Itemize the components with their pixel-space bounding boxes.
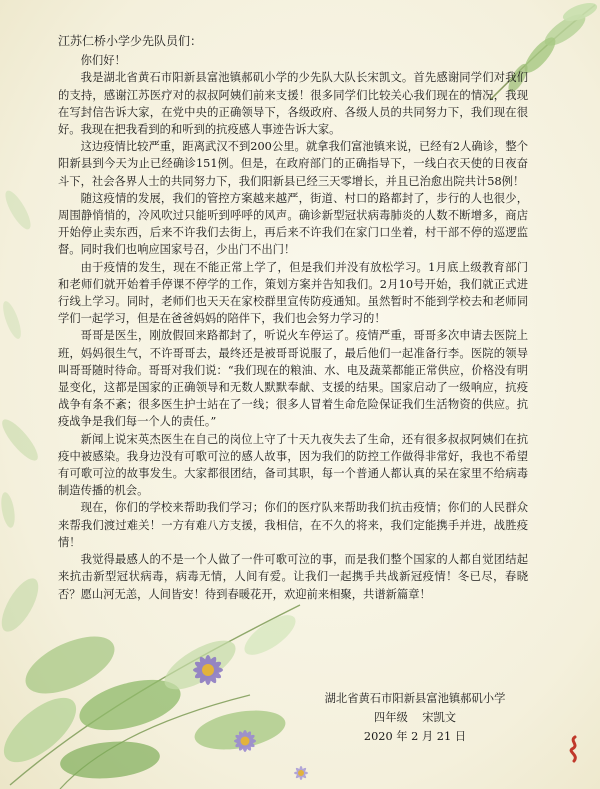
letter-salutation: 江苏仁桥小学少先队员们： <box>58 34 203 48</box>
signature-name: 宋凯文 <box>422 711 457 724</box>
signature-school: 湖北省黄石市阳新县富池镇郝矶小学 <box>324 692 506 705</box>
letter-paragraph: 我觉得最感人的不是一个人做了一件可歌可泣的事，而是我们整个国家的人都自觉团结起来抗击新型冠状病毒，病毒无情，人间有爱。让我们一起携手共战新冠疫情！冬已尽，春晓否？愿山河无恙，人间皆安！待到春暖花开，欢迎前来相聚，共谱新篇章！ <box>58 553 528 601</box>
signature-date: 2020 年 2 月 21 日 <box>363 730 467 743</box>
letter-paragraph: 现在，你们的学校来帮助我们学习；你们的医疗队来帮助我们抗击疫情；你们的人民群众来帮我们渡过难关！一方有难八方支援，我相信，在不久的将来，我们定能携手并进，战胜疫情！ <box>58 501 528 549</box>
signature-block <box>320 689 510 746</box>
aster-bud-icon <box>288 760 314 786</box>
letter-paragraph: 随这疫情的发展，我们的管控方案越来越严，街道、村口的路都封了，步行的人也很少，周围静悄悄的，冷风吹过只能听到呼呼的风声。确诊新型冠状病毒肺炎的人数不断增多，商店开始停止卖东西，后来不许我们去街上，再后来不许我们在家门口坐着，村干部不停的巡逻监督。同时我们也响应国家号召，少出门不出门！ <box>58 191 528 257</box>
aster-flower-icon <box>178 640 238 700</box>
letter-paragraph: 我是湖北省黄石市阳新县富池镇郝矶小学的少先队大队长宋凯文。首先感谢同学们对我们的支持，感谢江苏医疗对的叔叔阿姨们前来支援！很多同学们比较关心我们现在的情况，我现在写封信告诉大家，在党中央的正确领导下，各级政府、各级人员的共同努力下，我们现在很好。我现在把我看到的和听到的抗疫感人事迹告诉大家。 <box>58 71 528 137</box>
signature-grade: 四年级 <box>373 711 408 724</box>
leaf-sprig-left <box>0 170 60 550</box>
letter-body <box>58 33 528 603</box>
signature-grade-name <box>320 708 510 727</box>
letter-paragraph: 哥哥是医生，刚放假回来路都封了，听说火车停运了。疫情严重，哥哥多次申请去医院上班，妈妈很生气，不许哥哥去，最终还是被哥哥说服了，最后他们一起准备行李。医院的领导叫哥哥随时待命。哥哥对我们说：“我们现在的粮油、水、电及蔬菜都能正常供应，价格没有明显变化，这都是国家的正确领导和无数人默默奉献、支援的结果。国家启动了一级响应，抗疫战争有条不紊；很多医生护士站在了一线；很多人冒着生命危险保证我们生活物资的供应。抗疫战争是我们每一个人的责任。” <box>58 329 528 429</box>
letter-paragraph: 由于疫情的发生，现在不能正常上学了，但是我们并没有放松学习。1月底上级教育部门和老师们就开始着手停课不停学的工作，策划方案并告知我们。2月10号开始，我们就正式进行线上学习。同时，老师们也天天在家校群里宣传防疫通知。虽然暂时不能到学校去和老师同学们一起学习，但是在爸爸妈妈的陪伴下，我们也会努力学习的！ <box>58 260 528 326</box>
letter-paragraph: 这边疫情比较严重，距离武汉不到200公里。就拿我们富池镇来说，已经有2人确诊，整个阳新县到今天为止已经确诊151例。但是，在政府部门的正确指导下，一线白衣天使的日夜奋斗下，社会各界人士的共同努力下，我们阳新县已经三天零增长，并且已治愈出院共计58例！ <box>58 140 528 188</box>
letter-paragraph: 新闻上说宋英杰医生在自己的岗位上守了十天九夜失去了生命，还有很多叔叔阿姨们在抗疫中被感染。我身边没有可歌可泣的感人故事，因为我们的防控工作做得非常好，我也不希望有可歌可泣的故事发生。大家都很团结，备司其职，每一个普通人都认真的呆在家里不给病毒制造传播的机会。 <box>58 432 528 498</box>
letter-greeting: 你们好！ <box>80 54 126 68</box>
red-seal-icon <box>566 735 584 763</box>
aster-flower-icon <box>222 718 268 764</box>
